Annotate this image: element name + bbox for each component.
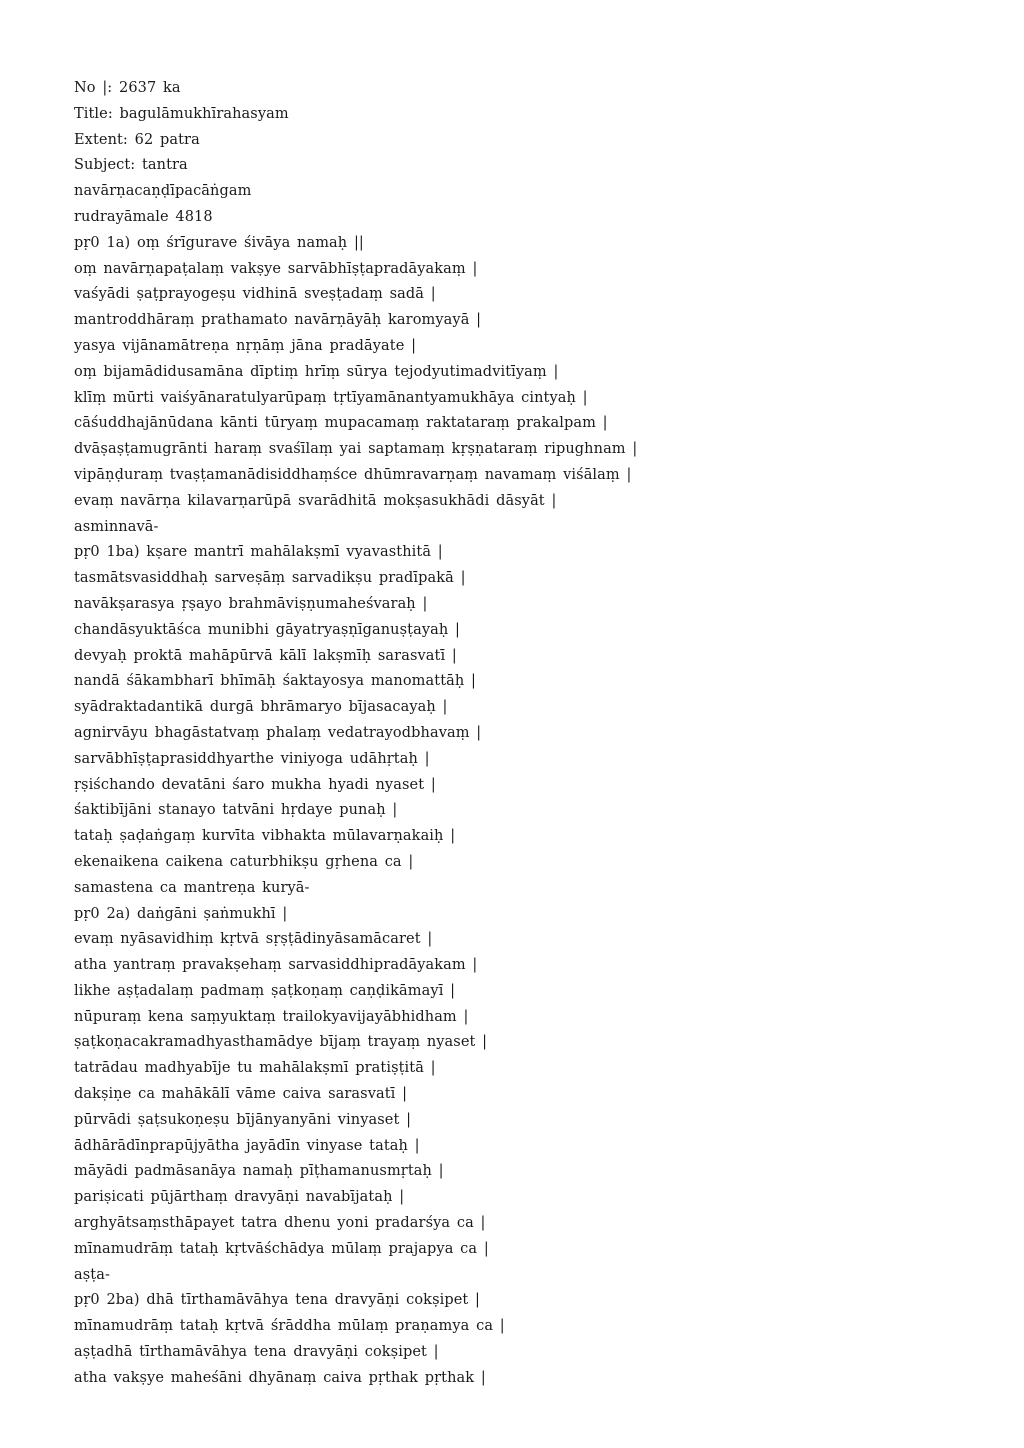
text-line: sarvābhīṣṭaprasiddhyarthe viniyoga udāhṛtaḥ | bbox=[74, 750, 430, 767]
text-line: śaktibījāni stanayo tatvāni hṛdaye punaḥ | bbox=[74, 802, 398, 819]
text-line: māyādi padmāsanāya namaḥ pīṭhamanusmṛtaḥ | bbox=[74, 1163, 444, 1180]
text-line: mantroddhāraṃ prathamato navārṇāyāḥ karomyayā | bbox=[74, 312, 482, 329]
text-line: evaṃ navārṇa kilavarṇarūpā svarādhitā mokṣasukhādi dāsyāt | bbox=[74, 492, 557, 509]
text-line: pariṣicati pūjārthaṃ dravyāṇi navabījataḥ | bbox=[74, 1189, 405, 1206]
catalog-number: No |: 2637 ka bbox=[74, 80, 181, 96]
text-line: ekenaikena caikena caturbhikṣu gṛhena ca | bbox=[74, 853, 414, 870]
text-line: tatrādau madhyabīje tu mahālakṣmī pratiṣṭitā | bbox=[74, 1060, 436, 1077]
text-line: rudrayāmale 4818 bbox=[74, 208, 213, 225]
text-line: nūpuraṃ kena saṃyuktaṃ trailokyavijayābhidham | bbox=[74, 1008, 469, 1025]
text-line: arghyātsaṃsthāpayet tatra dhenu yoni pradarśya ca | bbox=[74, 1215, 486, 1232]
text-line: pṛ0 2a) daṅgāni ṣaṅmukhī | bbox=[74, 905, 288, 922]
text-line: klīṃ mūrti vaiśyānaratulyarūpaṃ tṛtīyamānantyamukhāya cintyaḥ | bbox=[74, 389, 588, 406]
text-line: oṃ bijamādidusamāna dīptiṃ hrīṃ sūrya tejodyutimadvitīyaṃ | bbox=[74, 363, 559, 380]
title-line: Title: bagulāmukhīrahasyam bbox=[74, 105, 289, 122]
text-line: cāśuddhajānūdana kānti tūryaṃ mupacamaṃ raktataraṃ prakalpam | bbox=[74, 415, 608, 432]
text-line: evaṃ nyāsavidhiṃ kṛtvā sṛṣṭādinyāsamācaret | bbox=[74, 931, 433, 948]
text-line: pṛ0 1a) oṃ śrīgurave śivāya namaḥ || bbox=[74, 234, 364, 251]
text-line: yasya vijānamātreṇa nṛṇāṃ jāna pradāyate | bbox=[74, 337, 417, 354]
text-line: devyaḥ proktā mahāpūrvā kālī lakṣmīḥ sarasvatī | bbox=[74, 647, 457, 664]
text-line: pṛ0 2ba) dhā tīrthamāvāhya tena dravyāṇi cokṣipet | bbox=[74, 1292, 481, 1309]
text-line: aṣṭa- bbox=[74, 1266, 110, 1283]
text-line: tataḥ ṣaḍaṅgaṃ kurvīta vibhakta mūlavarṇakaiḥ | bbox=[74, 828, 456, 845]
text-line: vaśyādi ṣaṭprayogeṣu vidhinā sveṣṭadaṃ sadā | bbox=[74, 286, 436, 303]
text-line: asminnavā- bbox=[74, 518, 159, 535]
text-line: ṣaṭkoṇacakramadhyasthamādye bījaṃ trayaṃ nyaset | bbox=[74, 1034, 488, 1051]
text-line: nandā śākambharī bhīmāḥ śaktayosya manomattāḥ | bbox=[74, 673, 477, 690]
text-line: likhe aṣṭadalaṃ padmaṃ ṣaṭkoṇaṃ caṇḍikāmayī | bbox=[74, 982, 456, 999]
subject-line: Subject: tantra bbox=[74, 157, 188, 174]
text-line: dakṣiṇe ca mahākālī vāme caiva sarasvatī | bbox=[74, 1086, 408, 1103]
text-line: ādhārādīnprapūjyātha jayādīn vinyase tataḥ | bbox=[74, 1137, 420, 1154]
text-line: navākṣarasya ṛṣayo brahmāviṣṇumaheśvaraḥ | bbox=[74, 595, 428, 612]
text-line: samastena ca mantreṇa kuryā- bbox=[74, 879, 310, 896]
text-line: oṃ navārṇapaṭalaṃ vakṣye sarvābhīṣṭapradāyakaṃ | bbox=[74, 260, 478, 277]
text-line: ṛṣiśchando devatāni śaro mukha hyadi nyaset | bbox=[74, 776, 436, 793]
manuscript-page bbox=[74, 76, 974, 1392]
text-line: dvāṣaṣṭamugrānti haraṃ svaśīlaṃ yai saptamaṃ kṛṣṇataraṃ ripughnam | bbox=[74, 441, 638, 458]
extent-line: Extent: 62 patra bbox=[74, 131, 200, 148]
text-line: aṣṭadhā tīrthamāvāhya tena dravyāṇi cokṣipet | bbox=[74, 1344, 439, 1361]
text-line: navārṇacaṇḍīpacāṅgam bbox=[74, 183, 252, 200]
text-line: pṛ0 1ba) kṣare mantrī mahālakṣmī vyavasthitā | bbox=[74, 544, 443, 561]
text-line: vipāṇḍuraṃ tvaṣṭamanādisiddhaṃśce dhūmravarṇaṃ navamaṃ viśālaṃ | bbox=[74, 466, 632, 483]
text-line: tasmātsvasiddhaḥ sarveṣāṃ sarvadikṣu pradīpakā | bbox=[74, 570, 466, 587]
text-line: mīnamudrāṃ tataḥ kṛtvāśchādya mūlaṃ prajapya ca | bbox=[74, 1240, 489, 1257]
text-line: agnirvāyu bhagāstatvaṃ phalaṃ vedatrayodbhavaṃ | bbox=[74, 724, 482, 741]
text-line: chandāsyuktāśca munibhi gāyatryaṣṇīganuṣṭayaḥ | bbox=[74, 621, 461, 638]
text-line: mīnamudrāṃ tataḥ kṛtvā śrāddha mūlaṃ praṇamya ca | bbox=[74, 1318, 505, 1335]
text-line: syādraktadantikā durgā bhrāmaryo bījasacayaḥ | bbox=[74, 699, 448, 716]
text-line: atha yantraṃ pravakṣehaṃ sarvasiddhipradāyakam | bbox=[74, 957, 478, 974]
text-line: pūrvādi ṣaṭsukoṇeṣu bījānyanyāni vinyaset | bbox=[74, 1111, 412, 1128]
text-line: atha vakṣye maheśāni dhyānaṃ caiva pṛthak pṛthak | bbox=[74, 1369, 486, 1386]
